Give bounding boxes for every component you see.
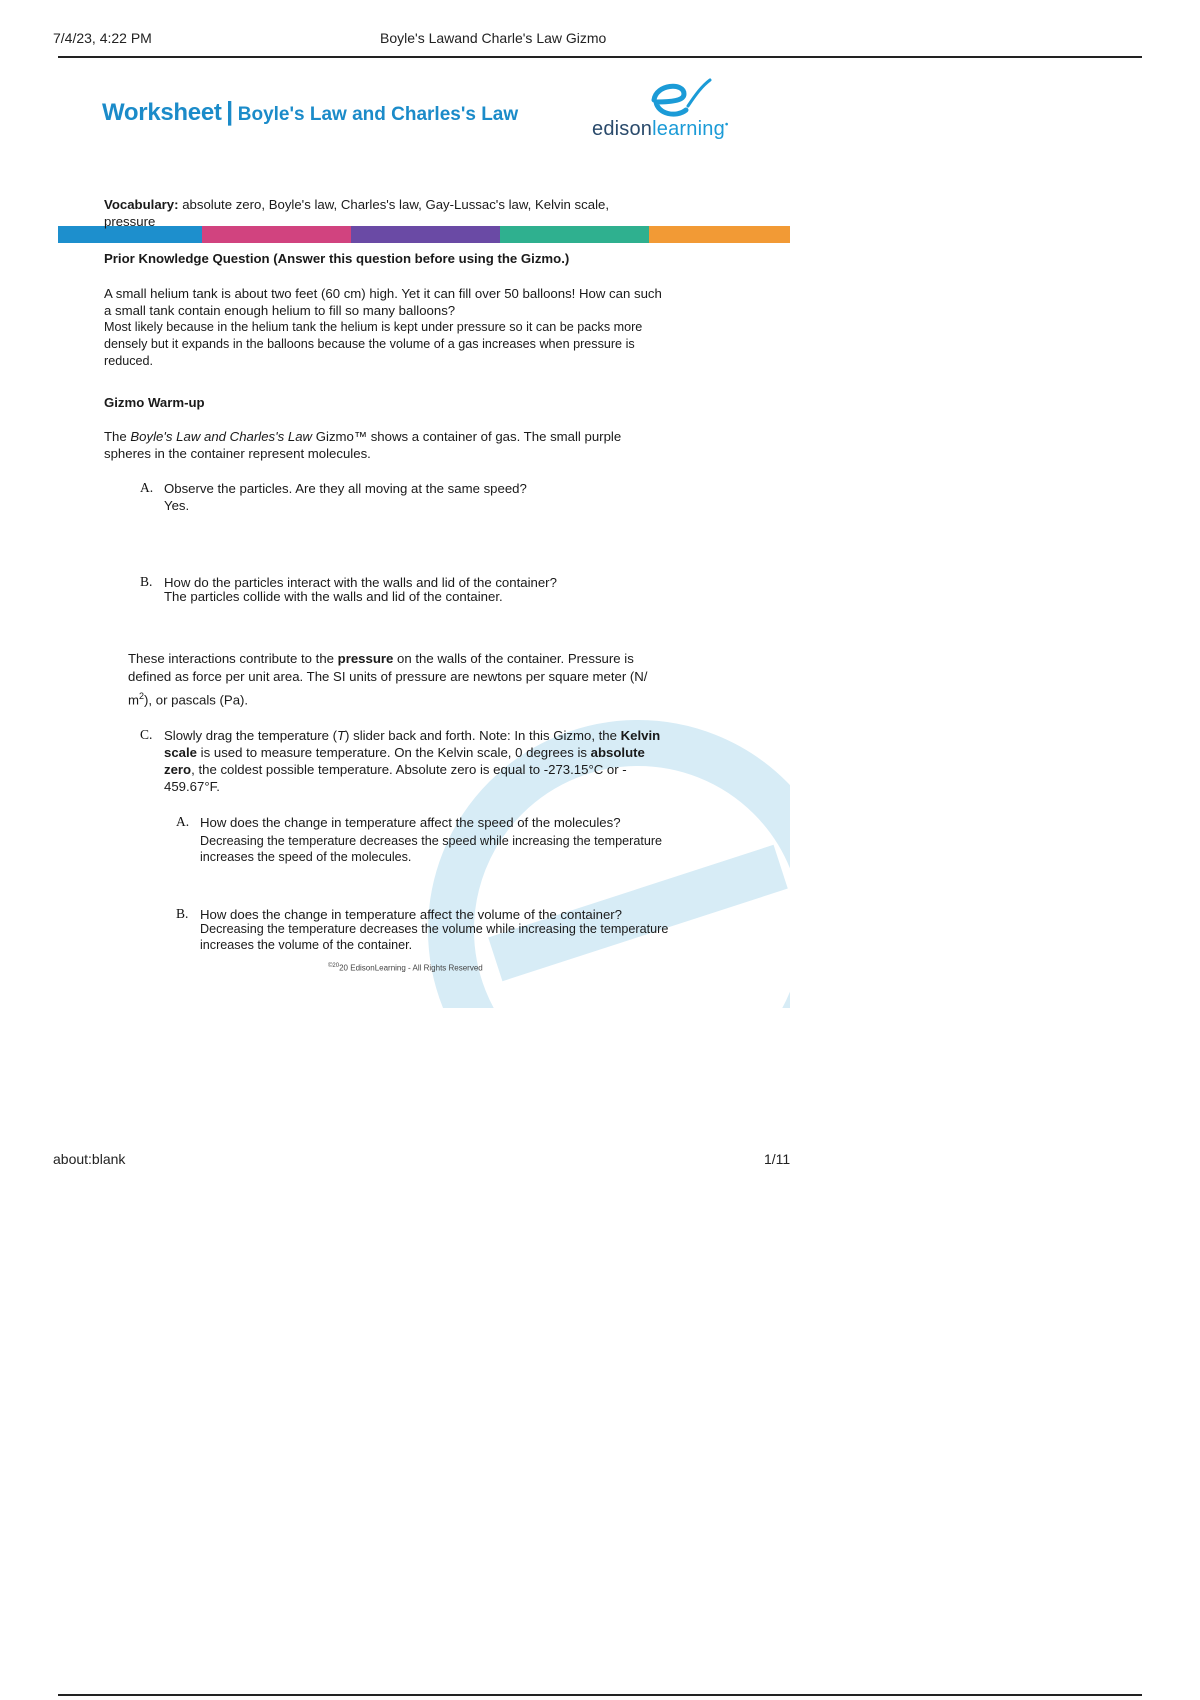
item-c-l1-pre: Slowly drag the temperature ( (164, 728, 337, 743)
item-c-sub-b-question: How does the change in temperature affect the volume of the container? (200, 907, 623, 922)
worksheet-label: Worksheet (102, 99, 222, 126)
print-datetime: 7/4/23, 4:22 PM (53, 30, 152, 46)
prior-question-line-1: A small helium tank is about two feet (60 cm) high. Yet it can fill over 50 balloons! How can such (104, 286, 662, 301)
title-separator: | (226, 96, 234, 126)
header-rule (58, 56, 1142, 58)
next-page-rule (58, 1694, 1142, 1696)
warmup-intro-line-1 (104, 428, 621, 445)
item-c-line-1 (164, 727, 660, 744)
item-c-line-3 (164, 761, 627, 778)
item-c-line-4: 459.67°F. (164, 779, 220, 794)
item-c-sub-a-answer-1: Decreasing the temperature decreases the speed while increasing the temperature (200, 834, 663, 848)
prior-question-line-2: a small tank contain enough helium to fill so many balloons? (104, 303, 456, 318)
unit-superscript: 2 (139, 691, 145, 701)
pressure-paragraph-line-3 (128, 688, 248, 708)
item-a-answer: Yes. (164, 498, 190, 513)
print-document-title: Boyle's Lawand Charle's Law Gizmo (380, 30, 607, 46)
edison-e-logo-icon (644, 76, 714, 122)
pressure-paragraph-line-1 (128, 650, 634, 667)
vocabulary-label: Vocabulary: (104, 197, 179, 212)
item-c-sub-b-label: B. (176, 906, 189, 921)
item-c-sub-a-answer-2: increases the speed of the molecules. (200, 850, 412, 864)
logo-text-edison: edison (592, 118, 653, 140)
logo-dot: • (724, 119, 729, 131)
warmup-intro-line-2: spheres in the container represent molecules. (104, 446, 371, 461)
item-c-sub-b-answer-1: Decreasing the temperature decreases the volume while increasing the temperature (200, 922, 669, 936)
item-c-sub-a-label: A. (176, 814, 190, 829)
item-b-label: B. (140, 574, 153, 589)
pressure-term: pressure (337, 651, 394, 666)
worksheet-title: Boyle's Law and Charles's Law (237, 104, 519, 125)
color-bar-purple (351, 226, 500, 243)
item-c-sub-b-answer-2: increases the volume of the container. (200, 938, 413, 952)
logo-text-learning: learning (652, 118, 725, 140)
pressure-paragraph-line-2: defined as force per unit area. The SI units of pressure are newtons per square meter (N/ (128, 669, 648, 684)
pressure-line-3-rest: ), or pascals (Pa). (144, 692, 249, 708)
item-b-answer: The particles collide with the walls and lid of the container. (164, 589, 503, 604)
scale-term: scale (164, 745, 198, 760)
vocabulary-line-2: pressure (104, 214, 156, 229)
temperature-variable: T (336, 728, 346, 743)
prior-answer-line-3: reduced. (104, 354, 154, 368)
gizmo-name: Boyle's Law and Charles's Law (130, 429, 313, 444)
warmup-heading: Gizmo Warm-up (104, 395, 205, 410)
color-bar-green (500, 226, 649, 243)
item-c-sub-a-question: How does the change in temperature affect the speed of the molecules? (200, 815, 621, 830)
pressure-pre: These interactions contribute to the (128, 651, 338, 666)
warmup-intro-post: Gizmo™ shows a container of gas. The small purple (312, 429, 622, 444)
copyright-notice (328, 963, 483, 973)
zero-term: zero (164, 762, 192, 777)
print-page-number: 1/11 (764, 1151, 791, 1167)
kelvin-term: Kelvin (620, 728, 661, 743)
item-a-label: A. (140, 480, 154, 495)
copyright-text: 20 EdisonLearning - All Rights Reserved (339, 963, 483, 973)
item-c-l2-post: is used to measure temperature. On the Kelvin scale, 0 degrees is (197, 745, 591, 760)
item-a-question: Observe the particles. Are they all moving at the same speed? (164, 481, 527, 496)
color-bar-orange (649, 226, 790, 243)
prior-answer-line-2: densely but it expands in the balloons because the volume of a gas increases when pressure is (104, 337, 635, 351)
item-c-l3-post: , the coldest possible temperature. Absolute zero is equal to -273.15°C or - (191, 762, 627, 777)
absolute-term: absolute (590, 745, 645, 760)
item-c-l1-mid: ) slider back and forth. Note: In this Gizmo, the (345, 728, 621, 743)
warmup-intro-pre: The (104, 429, 131, 444)
unit-m: m (128, 692, 139, 708)
edison-learning-wordmark (592, 118, 729, 141)
item-c-label: C. (140, 727, 153, 742)
vocabulary-terms: absolute zero, Boyle's law, Charles's law, Gay-Lussac's law, Kelvin scale, (182, 197, 610, 212)
prior-answer-line-1: Most likely because in the helium tank the helium is kept under pressure so it can be packs more (104, 320, 643, 334)
vocabulary-line-1 (104, 196, 609, 213)
color-bar-pink (202, 226, 351, 243)
pressure-post: on the walls of the container. Pressure is (393, 651, 634, 666)
print-url: about:blank (53, 1151, 126, 1167)
item-c-line-2 (164, 744, 645, 761)
worksheet-title-block (102, 96, 518, 127)
worksheet-page (58, 60, 790, 1008)
prior-knowledge-heading: Prior Knowledge Question (Answer this question before using the Gizmo.) (104, 251, 570, 266)
copyright-symbol: ©20 (328, 963, 340, 969)
item-b-question: How do the particles interact with the walls and lid of the container? (164, 575, 557, 590)
